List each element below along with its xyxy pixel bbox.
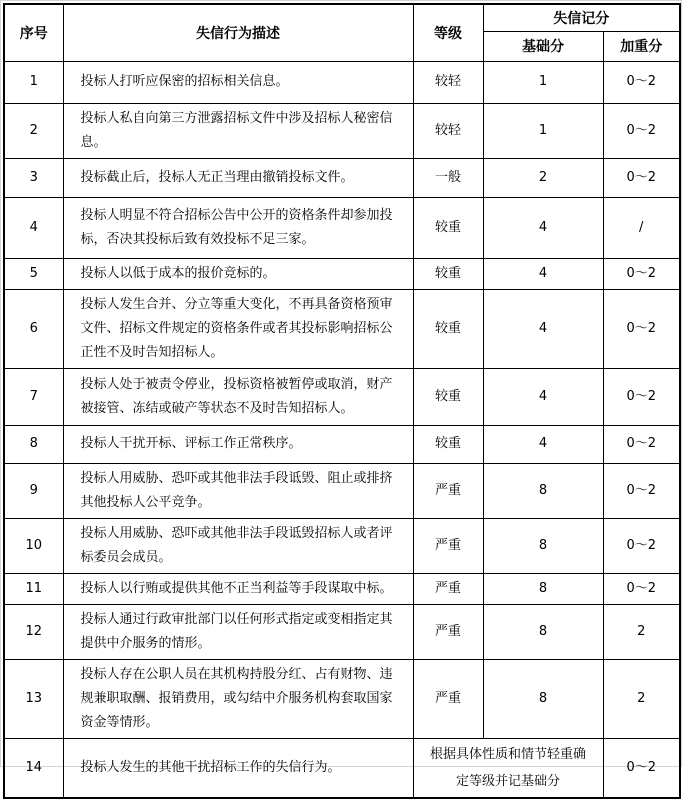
cell-level: 较重 [413, 258, 483, 289]
table-row [4, 659, 680, 738]
table-row [4, 425, 680, 463]
cell-extra: 0～2 [603, 463, 680, 518]
cell-no: 14 [4, 738, 63, 798]
cell-level: 较重 [413, 289, 483, 368]
cell-no: 6 [4, 289, 63, 368]
cell-no: 5 [4, 258, 63, 289]
cell-base: 2 [483, 158, 603, 197]
cell-extra: 0～2 [603, 518, 680, 573]
cell-desc: 投标人以低于成本的报价竞标的。 [63, 258, 413, 289]
header-score-group: 失信记分 [483, 4, 680, 31]
cell-no: 7 [4, 368, 63, 425]
table-row [4, 518, 680, 573]
cell-extra: 0～2 [603, 738, 680, 798]
table-row [4, 103, 680, 158]
cell-desc: 投标人以行贿或提供其他不正当利益等手段谋取中标。 [63, 573, 413, 604]
cell-extra: 2 [603, 604, 680, 659]
cell-extra: 0～2 [603, 103, 680, 158]
cell-level: 严重 [413, 659, 483, 738]
cell-base: 8 [483, 463, 603, 518]
table-row [4, 368, 680, 425]
cell-extra: 0～2 [603, 158, 680, 197]
table-row [4, 738, 680, 798]
cell-desc: 投标人明显不符合招标公告中公开的资格条件却参加投标，否决其投标后致有效投标不足三家。 [63, 197, 413, 258]
cell-base: 4 [483, 368, 603, 425]
cell-desc: 投标人发生的其他干扰招标工作的失信行为。 [63, 738, 413, 798]
cell-no: 2 [4, 103, 63, 158]
header-row-top [4, 4, 680, 31]
table-row [4, 61, 680, 103]
cell-desc: 投标人处于被责令停业，投标资格被暂停或取消，财产被接管、冻结或破产等状态不及时告知招标人。 [63, 368, 413, 425]
table-row [4, 158, 680, 197]
cell-desc: 投标人私自向第三方泄露招标文件中涉及招标人秘密信息。 [63, 103, 413, 158]
discredit-score-table [3, 3, 681, 799]
cell-extra: 0～2 [603, 258, 680, 289]
cell-level: 较重 [413, 425, 483, 463]
table-row [4, 258, 680, 289]
table-row [4, 573, 680, 604]
cell-level-base-merged: 根据具体性质和情节轻重确定等级并记基础分 [413, 738, 603, 798]
cell-base: 4 [483, 289, 603, 368]
cell-base: 4 [483, 425, 603, 463]
cell-extra: 0～2 [603, 573, 680, 604]
header-extra-score: 加重分 [603, 31, 680, 61]
cell-base: 1 [483, 61, 603, 103]
header-level: 等级 [413, 4, 483, 61]
cell-base: 8 [483, 518, 603, 573]
cell-extra: 0～2 [603, 61, 680, 103]
cell-no: 13 [4, 659, 63, 738]
cell-level: 严重 [413, 518, 483, 573]
cell-level: 较轻 [413, 103, 483, 158]
cell-no: 12 [4, 604, 63, 659]
cell-base: 1 [483, 103, 603, 158]
cell-base: 8 [483, 573, 603, 604]
header-no: 序号 [4, 4, 63, 61]
cell-extra: 0～2 [603, 425, 680, 463]
cell-level: 较重 [413, 368, 483, 425]
cell-desc: 投标人存在公职人员在其机构持股分红、占有财物、违规兼职取酬、报销费用，或勾结中介服务机构套取国家资金等情形。 [63, 659, 413, 738]
cell-desc: 投标人打听应保密的招标相关信息。 [63, 61, 413, 103]
cell-level: 严重 [413, 573, 483, 604]
cell-level: 一般 [413, 158, 483, 197]
cell-no: 8 [4, 425, 63, 463]
cell-extra: 2 [603, 659, 680, 738]
cell-level: 严重 [413, 463, 483, 518]
cell-desc: 投标人用威胁、恐吓或其他非法手段诋毁招标人或者评标委员会成员。 [63, 518, 413, 573]
cell-no: 4 [4, 197, 63, 258]
cell-base: 8 [483, 659, 603, 738]
table-row [4, 604, 680, 659]
cell-no: 10 [4, 518, 63, 573]
cell-base: 8 [483, 604, 603, 659]
header-base-score: 基础分 [483, 31, 603, 61]
cell-desc: 投标人干扰开标、评标工作正常秩序。 [63, 425, 413, 463]
cell-level: 严重 [413, 604, 483, 659]
cell-desc: 投标人通过行政审批部门以任何形式指定或变相指定其提供中介服务的情形。 [63, 604, 413, 659]
cell-level: 较轻 [413, 61, 483, 103]
cell-no: 9 [4, 463, 63, 518]
cell-no: 11 [4, 573, 63, 604]
header-desc: 失信行为描述 [63, 4, 413, 61]
cell-desc: 投标人发生合并、分立等重大变化，不再具备资格预审文件、招标文件规定的资格条件或者其投标影响招标公正性不及时告知招标人。 [63, 289, 413, 368]
cell-level: 较重 [413, 197, 483, 258]
cell-desc: 投标人用威胁、恐吓或其他非法手段诋毁、阻止或排挤其他投标人公平竞争。 [63, 463, 413, 518]
cell-extra: / [603, 197, 680, 258]
cell-desc: 投标截止后，投标人无正当理由撤销投标文件。 [63, 158, 413, 197]
cell-base: 4 [483, 197, 603, 258]
cell-extra: 0～2 [603, 289, 680, 368]
table-row [4, 197, 680, 258]
table-row [4, 463, 680, 518]
table-row [4, 289, 680, 368]
cell-extra: 0～2 [603, 368, 680, 425]
cell-no: 3 [4, 158, 63, 197]
cell-base: 4 [483, 258, 603, 289]
cell-no: 1 [4, 61, 63, 103]
